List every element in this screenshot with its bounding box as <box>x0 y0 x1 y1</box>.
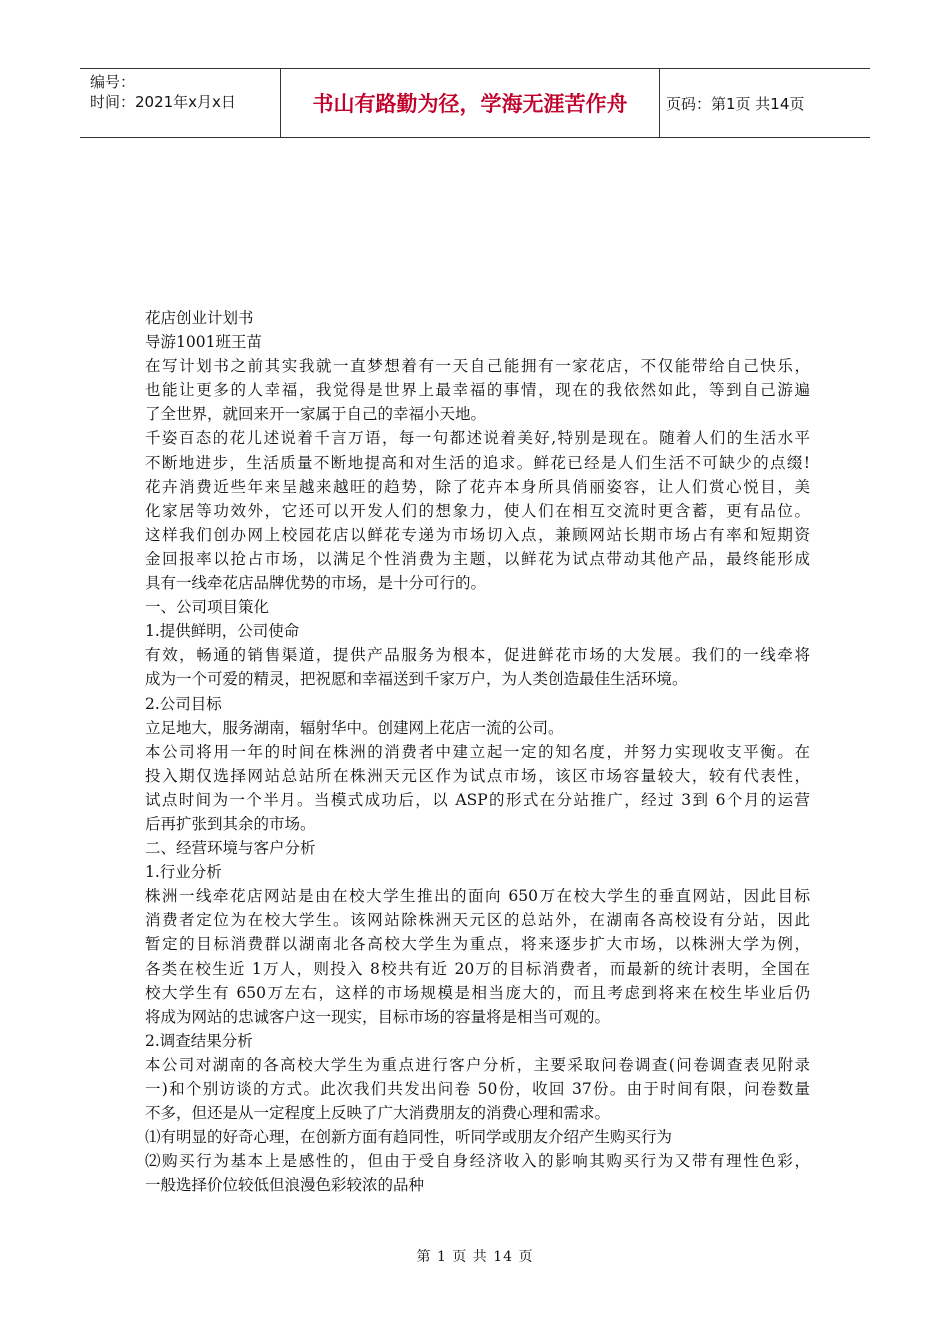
body-line: 这样我们创办网上校园花店以鲜花专递为市场切入点，兼顾网站长期市场占有率和短期资 <box>145 525 810 544</box>
body-line: 后再扩张到其余的市场。 <box>145 814 316 833</box>
body-line: 了全世界，就回来开一家属于自己的幸福小天地。 <box>145 405 487 424</box>
body-line: 本公司将用一年的时间在株洲的消费者中建立起一定的知名度，并努力实现收支平衡。在 <box>145 742 810 761</box>
body-line: 1.行业分析 <box>145 863 222 882</box>
body-line: 投入期仅选择网站总站所在株洲天元区作为试点市场，该区市场容量较大，较有代表性， <box>145 766 810 785</box>
body-line: 导游1001班王苗 <box>145 333 262 352</box>
body-line: 有效，畅通的销售渠道，提供产品服务为根本，促进鲜花市场的大发展。我们的一线牵将 <box>145 646 810 665</box>
body-line: 暂定的目标消费群以湖南北各高校大学生为重点，将来逐步扩大市场，以株洲大学为例， <box>145 935 810 954</box>
body-line: 本公司对湖南的各高校大学生为重点进行客户分析，主要采取问卷调查(问卷调查表见附录 <box>145 1055 810 1074</box>
document-number-label: 编号： <box>90 73 136 91</box>
page-footer: 第 1 页 共 14 页 <box>416 1249 534 1265</box>
body-line: 一、公司项目策化 <box>145 598 270 617</box>
body-line: 各类在校生近 1万人，则投入 8校共有近 20万的目标消费者，而最新的统计表明，全国在 <box>145 959 810 978</box>
body-line: 不多，但还是从一定程度上反映了广大消费朋友的消费心理和需求。 <box>145 1104 611 1123</box>
body-line: 金回报率以抢占市场，以满足个性消费为主题，以鲜花为试点带动其他产品，最终能形成 <box>145 549 810 568</box>
body-line: 消费者定位为在校大学生。该网站除株洲天元区的总站外，在湖南各高校设有分站，因此 <box>145 911 810 930</box>
document-date-label: 时间：2021年x月x日 <box>90 93 236 111</box>
body-line: 化家居等功效外，它还可以开发人们的想象力，使人们在相互交流时更含蓄，更有品位。 <box>145 501 810 520</box>
body-line: 将成为网站的忠诚客户这一现实，目标市场的容量将是相当可观的。 <box>145 1007 611 1026</box>
body-line: 千姿百态的花儿述说着千言万语，每一句都述说着美好,特别是现在。随着人们的生活水平 <box>145 429 810 448</box>
body-line: 立足地大，服务湖南，辐射华中。创建网上花店一流的公司。 <box>145 718 564 737</box>
body-line: 二、经营环境与客户分析 <box>145 839 316 858</box>
body-line: ⑴有明显的好奇心理，在创新方面有趋同性，听同学或朋友介绍产生购买行为 <box>145 1128 673 1147</box>
header-slogan: 书山有路勤为径，学海无涯苦作舟 <box>312 92 628 116</box>
body-line: 也能让更多的人幸福，我觉得是世界上最幸福的事情，现在的我依然如此，等到自己游遍 <box>145 381 810 400</box>
body-line: 校大学生有 650万左右，这样的市场规模是相当庞大的，而且考虑到将来在校生毕业后仍 <box>145 983 810 1002</box>
header-meta-cell <box>80 69 281 137</box>
header-page-cell <box>660 69 876 137</box>
body-line: 一般选择价位较低但浪漫色彩较浓的品种 <box>145 1176 425 1195</box>
document-body <box>145 306 810 1197</box>
body-line: 花卉消费近些年来呈越来越旺的趋势，除了花卉本身所具俏丽姿容，让人们赏心悦目，美 <box>145 477 810 496</box>
body-line: 具有一线牵花店品牌优势的市场，是十分可行的。 <box>145 574 487 593</box>
body-line: 株洲一线牵花店网站是由在校大学生推出的面向 650万在校大学生的垂直网站，因此目标 <box>145 887 810 906</box>
body-line: 2.调查结果分析 <box>145 1031 253 1050</box>
header-slogan-cell <box>281 69 660 137</box>
body-line: 成为一个可爱的精灵，把祝愿和幸福送到千家万户，为人类创造最佳生活环境。 <box>145 670 688 689</box>
header-page-label: 页码：第1页 共14页 <box>666 94 805 113</box>
body-line: 不断地进步，生活质量不断地提高和对生活的追求。鲜花已经是人们生活不可缺少的点缀! <box>145 453 810 472</box>
body-line: 一)和个别访谈的方式。此次我们共发出问卷 50份，收回 37份。由于时间有限，问卷数量 <box>145 1080 810 1098</box>
body-line: 花店创业计划书 <box>145 309 254 327</box>
document-header <box>80 68 870 138</box>
body-line: 试点时间为一个半月。当模式成功后，以 ASP的形式在分站推广，经过 3到 6个月的运营 <box>145 790 810 809</box>
body-line: 1.提供鲜明，公司使命 <box>145 622 300 641</box>
body-line: 在写计划书之前其实我就一直梦想着有一天自己能拥有一家花店，不仅能带给自己快乐， <box>145 357 810 376</box>
body-line: 2.公司目标 <box>145 694 222 713</box>
body-line: ⑵购买行为基本上是感性的，但由于受自身经济收入的影响其购买行为又带有理性色彩， <box>145 1152 810 1171</box>
